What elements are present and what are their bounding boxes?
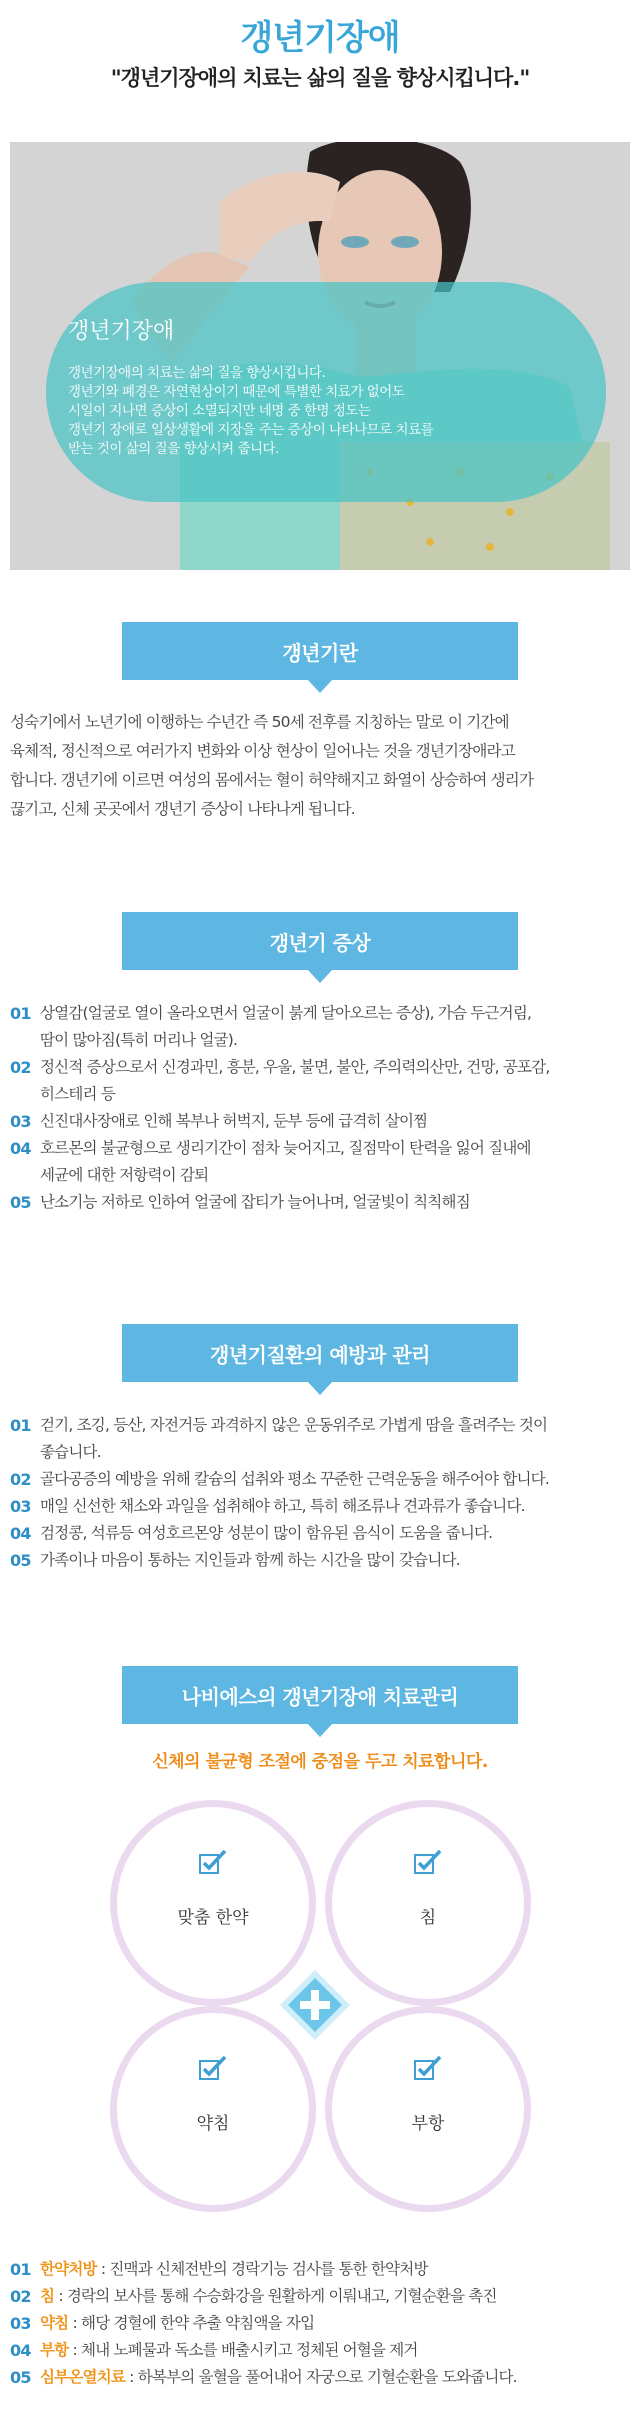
checkmark-box-icon (199, 1849, 227, 1875)
treatment-list (10, 2256, 630, 2391)
item-number: 02 (10, 1058, 31, 1077)
menopause-definition (10, 708, 630, 824)
paragraph-line: 합니다. 갱년기에 이르면 여성의 몸에서는 혈이 허약해지고 화열이 상승하여 생리가 (10, 771, 534, 789)
treatment-description: : 진맥과 신체전반의 경락기능 검사를 통한 한약처방 (96, 2260, 428, 2278)
treatment-note: 신체의 불균형 조절에 중점을 두고 치료합니다. (152, 1752, 488, 1772)
item-number: 04 (10, 1524, 31, 1543)
list-item (10, 1189, 630, 1216)
treatment-term: 심부온열치료 (40, 2368, 126, 2386)
item-number: 02 (10, 2287, 31, 2306)
list-item (10, 1493, 630, 1520)
hero-image (10, 142, 630, 570)
treatment-circle-cupping (325, 2006, 531, 2212)
treatment-term: 약침 (40, 2314, 69, 2332)
item-line: 세균에 대한 저항력이 감퇴 (40, 1166, 209, 1184)
hero-line: 갱년기와 폐경은 자연현상이기 때문에 특별한 치료가 없어도 (68, 384, 405, 400)
plus-diamond-icon (278, 1968, 352, 2042)
treatment-term: 부항 (40, 2341, 69, 2359)
item-line: 정신적 증상으로서 신경과민, 흥분, 우울, 불면, 불안, 주의력의산만, 건망, 공포감, (40, 1058, 550, 1076)
section-heading-menopause: 갱년기란 (122, 622, 518, 680)
item-line: 히스테리 등 (40, 1085, 115, 1103)
item-line: 난소기능 저하로 인하여 얼굴에 잡티가 늘어나며, 얼굴빛이 칙칙해짐 (40, 1193, 470, 1211)
list-item (10, 1000, 630, 1054)
list-item (10, 2337, 630, 2364)
item-number: 05 (10, 2368, 31, 2387)
prevention-list (10, 1412, 630, 1574)
item-line: 걷기, 조깅, 등산, 자전거등 과격하지 않은 운동위주로 가볍게 땀을 흘려주는 것이 (40, 1416, 548, 1434)
item-number: 03 (10, 1497, 31, 1516)
hero-description (68, 364, 588, 459)
circle-label: 부항 (411, 2114, 445, 2134)
list-item (10, 2364, 630, 2391)
list-item (10, 1108, 630, 1135)
paragraph-line: 끊기고, 신체 곳곳에서 갱년기 증상이 나타나게 됩니다. (10, 800, 355, 818)
treatment-description: : 체내 노폐물과 독소를 배출시키고 정체된 어혈을 제거 (68, 2341, 418, 2359)
symptom-list (10, 1000, 630, 1216)
list-item (10, 1412, 630, 1466)
section-heading-symptoms: 갱년기 증상 (122, 912, 518, 970)
list-item (10, 2310, 630, 2337)
checkmark-box-icon (199, 2055, 227, 2081)
treatment-circle-acupuncture (325, 1800, 531, 2006)
hero-line: 받는 것이 삶의 질을 향상시켜 줍니다. (68, 441, 279, 457)
item-line: 검정콩, 석류등 여성호르몬양 성분이 많이 함유된 음식이 도움을 줍니다. (40, 1524, 493, 1542)
list-item (10, 1054, 630, 1108)
item-line: 매일 신선한 채소와 과일을 섭취해야 하고, 특히 해조류나 견과류가 좋습니다. (40, 1497, 525, 1515)
treatment-term: 침 (40, 2287, 55, 2305)
paragraph-line: 성숙기에서 노년기에 이행하는 수년간 즉 50세 전후를 지칭하는 말로 이 기간에 (10, 713, 509, 731)
item-number: 03 (10, 1112, 31, 1131)
item-number: 02 (10, 1470, 31, 1489)
item-line: 가족이나 마음이 통하는 지인들과 함께 하는 시간을 많이 갖습니다. (40, 1551, 460, 1569)
treatment-description: : 경락의 보사를 통해 수승화강을 원활하게 이뤄내고, 기혈순환을 촉진 (54, 2287, 497, 2305)
item-line: 신진대사장애로 인해 복부나 허벅지, 둔부 등에 급격히 살이찜 (40, 1112, 428, 1130)
list-item (10, 2256, 630, 2283)
treatment-description: : 해당 경혈에 한약 추출 약침액을 자입 (68, 2314, 315, 2332)
hero-line: 시일이 지나면 증상이 소멸되지만 네명 중 한명 정도는 (68, 403, 371, 419)
paragraph-line: 육체적, 정신적으로 여러가지 변화와 이상 현상이 일어나는 것을 갱년기장애라고 (10, 742, 515, 760)
checkmark-box-icon (414, 1849, 442, 1875)
checkmark-box-icon (414, 2055, 442, 2081)
item-number: 05 (10, 1551, 31, 1570)
item-line: 골다공증의 예방을 위해 칼슘의 섭취와 평소 꾸준한 근력운동을 해주어야 합니다. (40, 1470, 549, 1488)
item-line: 땀이 많아짐(특히 머리나 얼굴). (40, 1031, 238, 1049)
section-heading-prevention: 갱년기질환의 예방과 관리 (122, 1324, 518, 1382)
item-line: 상열감(얼굴로 열이 올라오면서 얼굴이 붉게 달아오르는 증상), 가슴 두근거림, (40, 1004, 532, 1022)
circle-label: 침 (419, 1908, 437, 1928)
list-item (10, 1547, 630, 1574)
hero-line: 갱년기장애의 치료는 삶의 질을 향상시킵니다. (68, 365, 326, 381)
item-number: 04 (10, 2341, 31, 2360)
page-subtitle: "갱년기장애의 치료는 삶의 질을 향상시킵니다." (110, 66, 530, 90)
section-heading-treatment: 나비에스의 갱년기장애 치료관리 (122, 1666, 518, 1724)
hero-title: 갱년기장애 (68, 319, 175, 344)
circle-label: 약침 (196, 2114, 230, 2134)
treatment-description: : 하복부의 울혈을 풀어내어 자궁으로 기혈순환을 도와줍니다. (125, 2368, 517, 2386)
list-item (10, 2283, 630, 2310)
list-item (10, 1466, 630, 1493)
item-number: 04 (10, 1139, 31, 1158)
hero-line: 갱년기 장애로 일상생활에 지장을 주는 증상이 나타나므로 치료를 (68, 422, 434, 438)
item-number: 03 (10, 2314, 31, 2333)
list-item (10, 1520, 630, 1547)
item-number: 01 (10, 2260, 31, 2279)
item-line: 호르몬의 불균형으로 생리기간이 점차 늦어지고, 질점막이 탄력을 잃어 질내에 (40, 1139, 531, 1157)
item-number: 01 (10, 1416, 31, 1435)
item-number: 05 (10, 1193, 31, 1212)
circle-label: 맞춤 한약 (177, 1908, 249, 1928)
list-item (10, 1135, 630, 1189)
item-line: 좋습니다. (40, 1443, 101, 1461)
item-number: 01 (10, 1004, 31, 1023)
treatment-term: 한약처방 (40, 2260, 97, 2278)
page-title: 갱년기장애 (240, 18, 400, 58)
